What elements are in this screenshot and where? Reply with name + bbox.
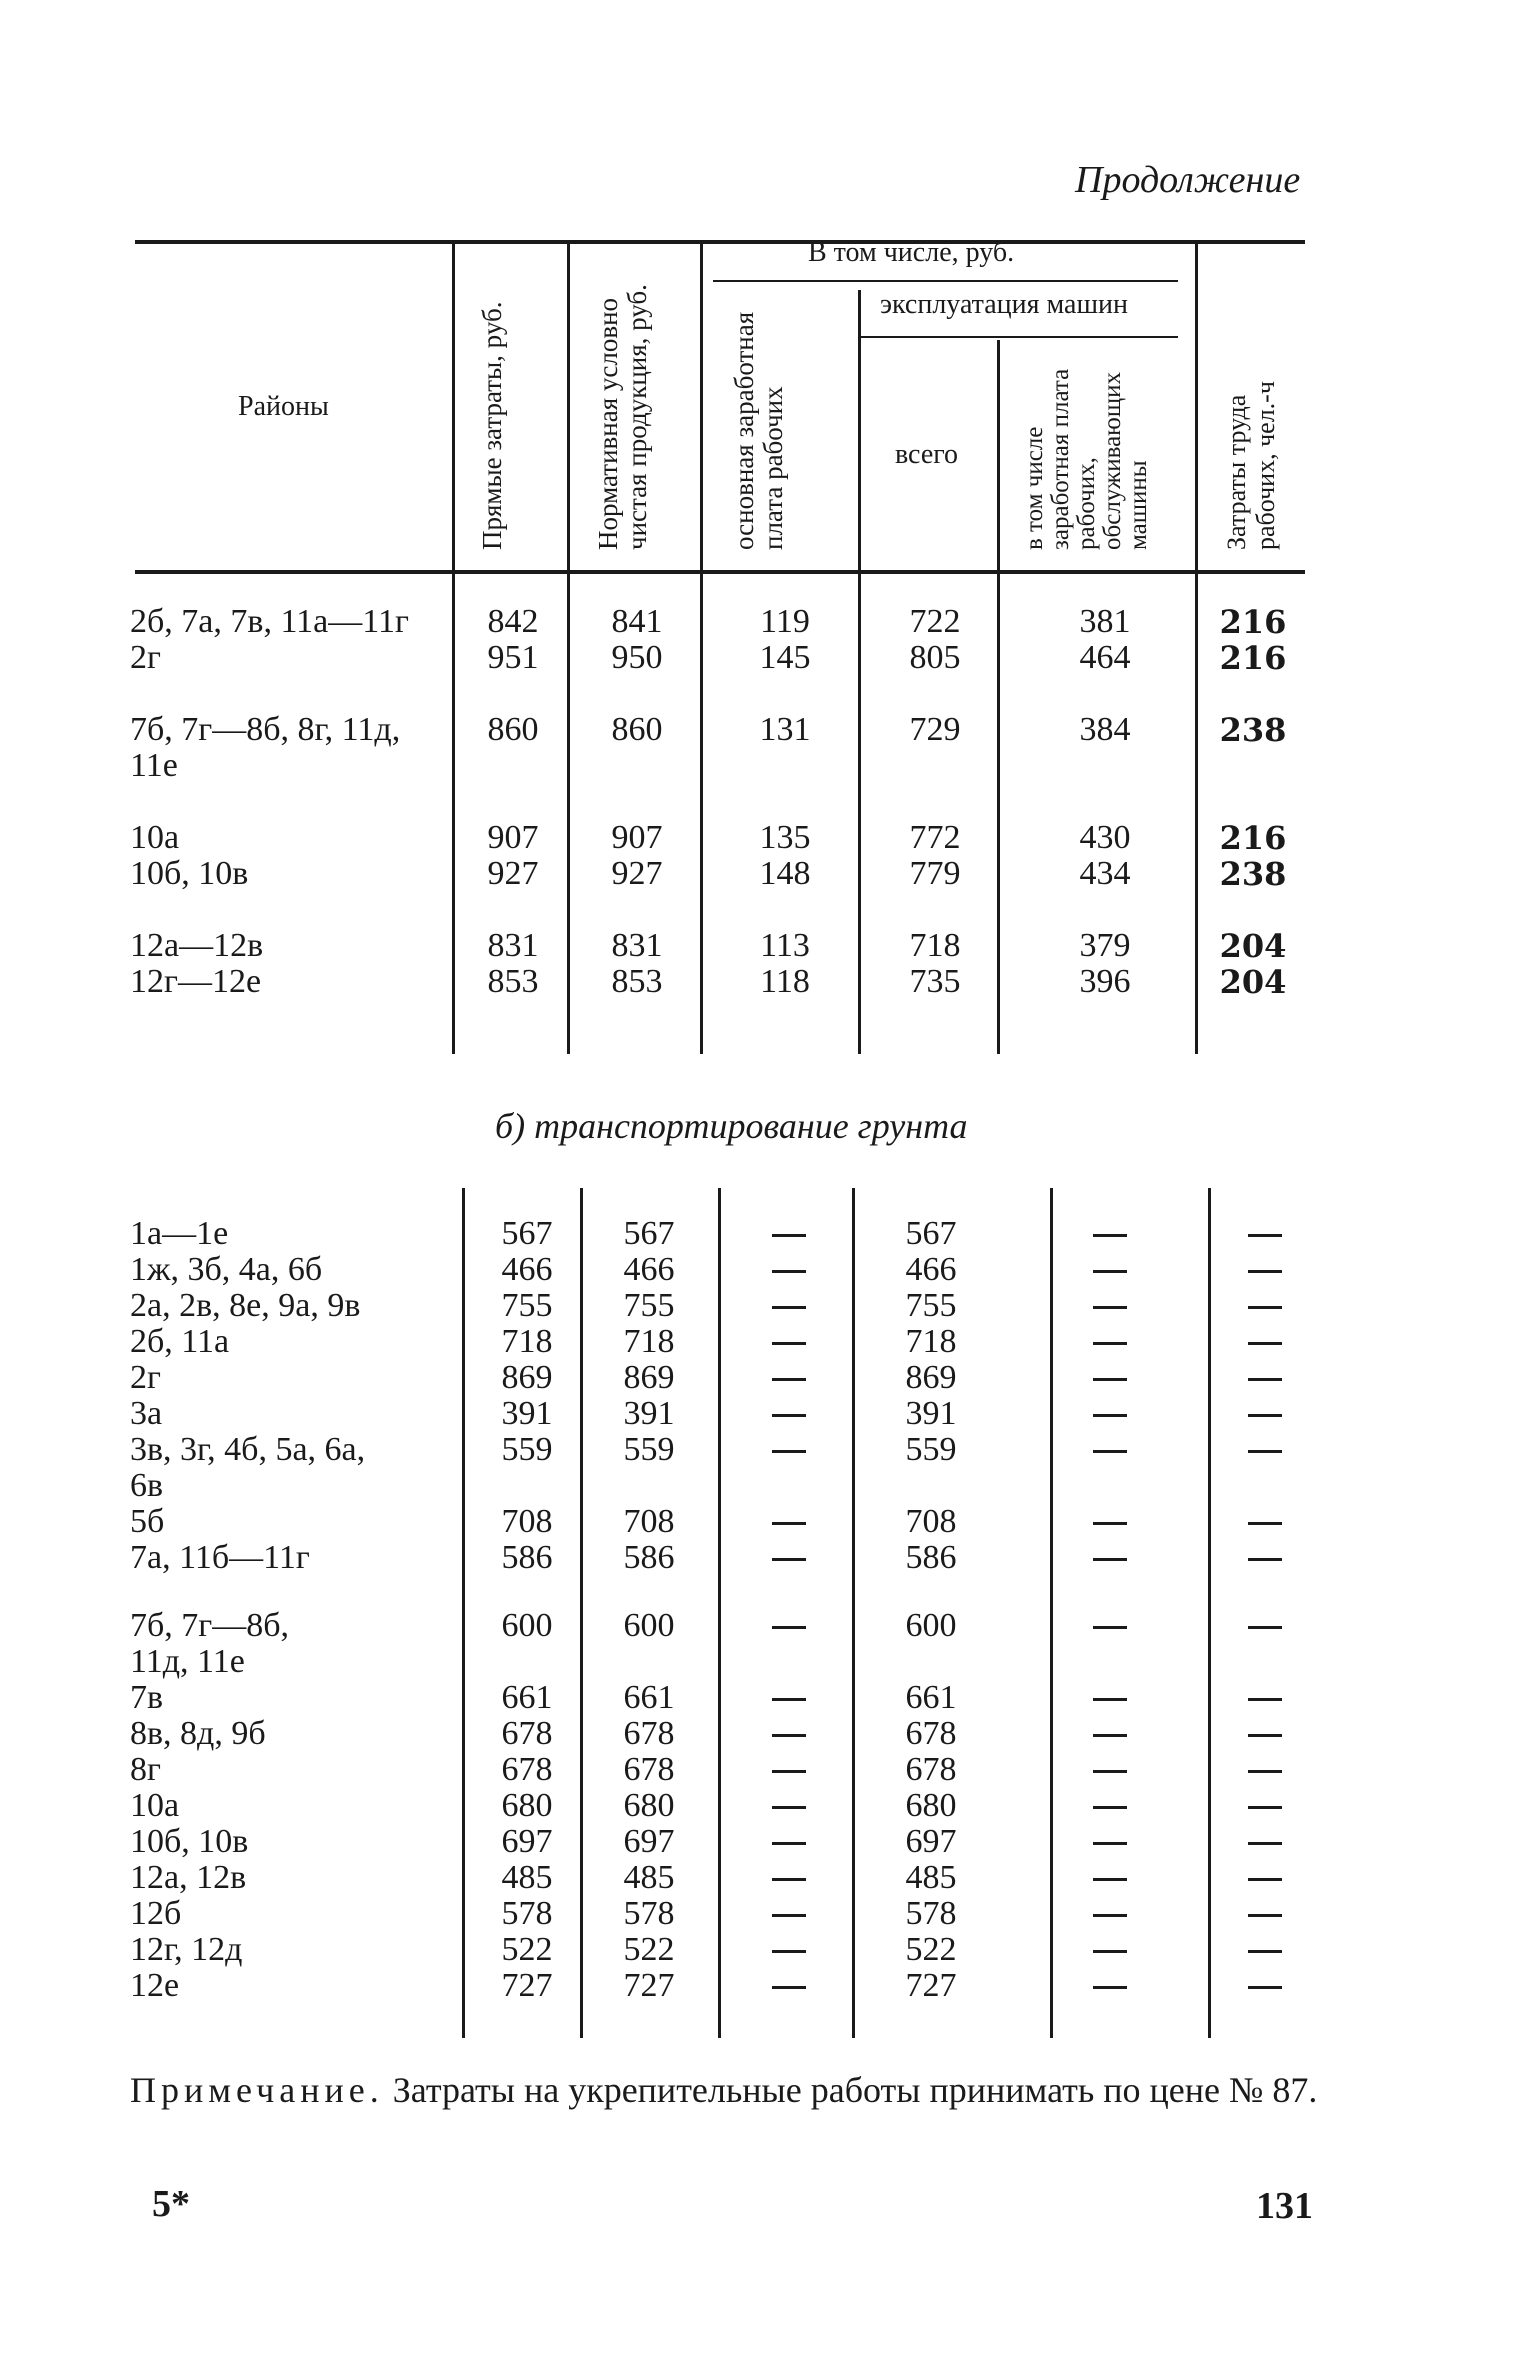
machine-total-cell: 567 [905, 1215, 957, 1252]
direct-cost-cell: 727 [501, 1967, 553, 2004]
normative-output-cell: 755 [623, 1287, 675, 1324]
machine-total-cell: 586 [905, 1539, 957, 1576]
empty-dash [772, 1378, 806, 1381]
empty-dash [772, 1558, 806, 1561]
normative-output-cell: 567 [623, 1215, 675, 1252]
base-wage-cell: 145 [759, 639, 811, 676]
direct-cost-cell: 708 [501, 1503, 553, 1540]
machine-total-cell: 678 [905, 1751, 957, 1788]
direct-cost-cell: 927 [487, 855, 539, 892]
empty-dash [1248, 1950, 1282, 1953]
normative-output-cell: 522 [623, 1931, 675, 1968]
machine-total-cell: 755 [905, 1287, 957, 1324]
machine-total-cell: 466 [905, 1251, 957, 1288]
district-label: 7б, 7г—8б, 8г, 11д, [130, 711, 401, 748]
district-label: 7б, 7г—8б, [130, 1607, 290, 1644]
header-direct-costs-text: Прямые затраты, руб. [477, 301, 507, 550]
district-label: 10а [130, 1787, 180, 1824]
col-rule-1 [452, 244, 455, 1054]
machine-wage-cell: 430 [1079, 819, 1131, 856]
empty-dash [1093, 1558, 1127, 1561]
district-label: 1ж, 3б, 4а, 6б [130, 1251, 323, 1288]
continued-label: Продолжение [1075, 159, 1301, 201]
empty-dash [1248, 1842, 1282, 1845]
empty-dash [772, 1698, 806, 1701]
empty-dash [1093, 1270, 1127, 1273]
col-rule-3 [700, 244, 703, 1054]
district-label: 10б, 10в [130, 1823, 249, 1860]
empty-dash [1248, 1378, 1282, 1381]
empty-dash [1093, 1378, 1127, 1381]
empty-dash [1093, 1698, 1127, 1701]
empty-dash [1248, 1770, 1282, 1773]
district-label: 7а, 11б—11г [130, 1539, 310, 1576]
machine-total-cell: 680 [905, 1787, 957, 1824]
empty-dash [1093, 1950, 1127, 1953]
normative-output-cell: 600 [623, 1607, 675, 1644]
labor-cell: 238 [1219, 855, 1287, 893]
normative-output-cell: 678 [623, 1751, 675, 1788]
district-label: 1а—1е [130, 1215, 229, 1252]
header-including: В том числе, руб. [808, 237, 1015, 268]
machine-wage-cell: 384 [1079, 711, 1131, 748]
direct-cost-cell: 853 [487, 963, 539, 1000]
header-bottom-rule [135, 570, 1305, 574]
machine-total-cell: 485 [905, 1859, 957, 1896]
header-machine-operation: эксплуатация машин [880, 289, 1128, 320]
labor-cell: 216 [1219, 639, 1287, 677]
direct-cost-cell: 718 [501, 1323, 553, 1360]
normative-output-cell: 927 [611, 855, 663, 892]
header-direct-costs [478, 260, 507, 550]
header-normative-output-text: Нормативная условно чистая продукция, руб. [593, 284, 652, 550]
district-label: 8в, 8д, 9б [130, 1715, 266, 1752]
empty-dash [1248, 1234, 1282, 1237]
base-wage-cell: 131 [759, 711, 811, 748]
normative-output-cell: 718 [623, 1323, 675, 1360]
empty-dash [1093, 1842, 1127, 1845]
direct-cost-cell: 567 [501, 1215, 553, 1252]
district-label-cont: 11д, 11е [130, 1643, 245, 1680]
empty-dash [772, 1842, 806, 1845]
machine-total-cell: 697 [905, 1823, 957, 1860]
machine-total-cell: 391 [905, 1395, 957, 1432]
empty-dash [1248, 1734, 1282, 1737]
empty-dash [772, 1878, 806, 1881]
header-normative-output [594, 240, 652, 550]
table-top-rule [135, 240, 1305, 244]
direct-cost-cell: 466 [501, 1251, 553, 1288]
footnote-text: Затраты на укрепительные работы принимать по цене № 87. [392, 2070, 1318, 2110]
col-rule-6 [1195, 244, 1198, 1054]
empty-dash [1093, 1450, 1127, 1453]
empty-dash [1093, 1986, 1127, 1989]
machine-total-cell: 600 [905, 1607, 957, 1644]
machine-rule [860, 336, 1178, 338]
machine-total-cell: 718 [905, 1323, 957, 1360]
machine-total-cell: 729 [909, 711, 961, 748]
normative-output-cell: 586 [623, 1539, 675, 1576]
machine-total-cell: 578 [905, 1895, 957, 1932]
machine-total-cell: 772 [909, 819, 961, 856]
direct-cost-cell: 831 [487, 927, 539, 964]
normative-output-cell: 485 [623, 1859, 675, 1896]
b-col-rule-6 [1208, 1188, 1211, 2038]
empty-dash [772, 1734, 806, 1737]
b-col-rule-4 [852, 1188, 855, 2038]
labor-cell: 216 [1219, 603, 1287, 641]
direct-cost-cell: 860 [487, 711, 539, 748]
normative-output-cell: 860 [611, 711, 663, 748]
empty-dash [1248, 1878, 1282, 1881]
direct-cost-cell: 559 [501, 1431, 553, 1468]
normative-output-cell: 680 [623, 1787, 675, 1824]
machine-total-cell: 522 [905, 1931, 957, 1968]
empty-dash [1093, 1342, 1127, 1345]
normative-output-cell: 661 [623, 1679, 675, 1716]
direct-cost-cell: 661 [501, 1679, 553, 1716]
normative-output-cell: 841 [611, 603, 663, 640]
empty-dash [1093, 1414, 1127, 1417]
normative-output-cell: 466 [623, 1251, 675, 1288]
direct-cost-cell: 680 [501, 1787, 553, 1824]
machine-total-cell: 869 [905, 1359, 957, 1396]
empty-dash [1248, 1914, 1282, 1917]
normative-output-cell: 831 [611, 927, 663, 964]
normative-output-cell: 578 [623, 1895, 675, 1932]
header-total: всего [895, 439, 959, 470]
empty-dash [1093, 1914, 1127, 1917]
empty-dash [772, 1914, 806, 1917]
district-label: 12е [130, 1967, 180, 2004]
empty-dash [772, 1234, 806, 1237]
district-label: 5б [130, 1503, 165, 1540]
b-col-rule-1 [462, 1188, 465, 2038]
normative-output-cell: 950 [611, 639, 663, 676]
direct-cost-cell: 907 [487, 819, 539, 856]
empty-dash [772, 1270, 806, 1273]
direct-cost-cell: 842 [487, 603, 539, 640]
empty-dash [1093, 1878, 1127, 1881]
normative-output-cell: 727 [623, 1967, 675, 2004]
machine-total-cell: 805 [909, 639, 961, 676]
machine-wage-cell: 381 [1079, 603, 1131, 640]
empty-dash [1093, 1770, 1127, 1773]
machine-total-cell: 727 [905, 1967, 957, 2004]
direct-cost-cell: 600 [501, 1607, 553, 1644]
machine-wage-cell: 464 [1079, 639, 1131, 676]
district-label-cont: 11е [130, 747, 178, 784]
empty-dash [772, 1626, 806, 1629]
labor-cell: 216 [1219, 819, 1287, 857]
base-wage-cell: 118 [760, 963, 810, 1000]
header-including-wage [1022, 350, 1152, 550]
base-wage-cell: 135 [759, 819, 811, 856]
district-label: 10а [130, 819, 180, 856]
base-wage-cell: 113 [760, 927, 810, 964]
machine-wage-cell: 434 [1079, 855, 1131, 892]
direct-cost-cell: 485 [501, 1859, 553, 1896]
empty-dash [1248, 1698, 1282, 1701]
empty-dash [772, 1414, 806, 1417]
base-wage-cell: 148 [759, 855, 811, 892]
district-label: 12г—12е [130, 963, 262, 1000]
district-label: 12а, 12в [130, 1859, 247, 1896]
direct-cost-cell: 522 [501, 1931, 553, 1968]
including-rule [713, 280, 1178, 282]
col-rule-4 [858, 290, 861, 1054]
district-label: 2б, 11а [130, 1323, 230, 1360]
district-label: 3в, 3г, 4б, 5а, 6а, [130, 1431, 366, 1468]
labor-cell: 204 [1219, 927, 1287, 965]
signature-mark: 5* [152, 2183, 190, 2225]
empty-dash [772, 1986, 806, 1989]
district-label: 7в [130, 1679, 164, 1716]
empty-dash [1248, 1626, 1282, 1629]
empty-dash [1248, 1270, 1282, 1273]
empty-dash [1248, 1522, 1282, 1525]
header-labor-text: Затраты труда рабочих, чел.-ч [1222, 381, 1280, 550]
machine-total-cell: 718 [909, 927, 961, 964]
page-number: 131 [1256, 2185, 1313, 2227]
empty-dash [772, 1306, 806, 1309]
empty-dash [772, 1522, 806, 1525]
direct-cost-cell: 391 [501, 1395, 553, 1432]
district-label: 8г [130, 1751, 161, 1788]
header-labor [1222, 300, 1280, 550]
header-district: Районы [238, 391, 329, 422]
machine-wage-cell: 379 [1079, 927, 1131, 964]
b-col-rule-3 [718, 1188, 721, 2038]
normative-output-cell: 391 [623, 1395, 675, 1432]
machine-total-cell: 779 [909, 855, 961, 892]
machine-wage-cell: 396 [1079, 963, 1131, 1000]
district-label: 2а, 2в, 8е, 9а, 9в [130, 1287, 361, 1324]
empty-dash [1248, 1806, 1282, 1809]
empty-dash [1248, 1450, 1282, 1453]
normative-output-cell: 907 [611, 819, 663, 856]
district-label: 2б, 7а, 7в, 11а—11г [130, 603, 409, 640]
district-label: 2г [130, 639, 161, 676]
empty-dash [772, 1770, 806, 1773]
section-b-title: б) транспортирование грунта [495, 1106, 968, 1146]
district-label: 12г, 12д [130, 1931, 243, 1968]
machine-total-cell: 559 [905, 1431, 957, 1468]
empty-dash [1248, 1306, 1282, 1309]
direct-cost-cell: 678 [501, 1751, 553, 1788]
normative-output-cell: 678 [623, 1715, 675, 1752]
empty-dash [1093, 1626, 1127, 1629]
empty-dash [772, 1342, 806, 1345]
normative-output-cell: 869 [623, 1359, 675, 1396]
normative-output-cell: 559 [623, 1431, 675, 1468]
direct-cost-cell: 697 [501, 1823, 553, 1860]
empty-dash [1248, 1558, 1282, 1561]
direct-cost-cell: 586 [501, 1539, 553, 1576]
district-label: 3а [130, 1395, 163, 1432]
district-label: 12а—12в [130, 927, 264, 964]
normative-output-cell: 697 [623, 1823, 675, 1860]
district-label-cont: 6в [130, 1467, 164, 1504]
district-label: 10б, 10в [130, 855, 249, 892]
empty-dash [1093, 1306, 1127, 1309]
empty-dash [1248, 1414, 1282, 1417]
empty-dash [1093, 1806, 1127, 1809]
machine-total-cell: 708 [905, 1503, 957, 1540]
direct-cost-cell: 755 [501, 1287, 553, 1324]
machine-total-cell: 735 [909, 963, 961, 1000]
empty-dash [772, 1806, 806, 1809]
normative-output-cell: 853 [611, 963, 663, 1000]
direct-cost-cell: 869 [501, 1359, 553, 1396]
direct-cost-cell: 678 [501, 1715, 553, 1752]
empty-dash [1093, 1234, 1127, 1237]
footnote-label: Примечание. [130, 2070, 384, 2110]
district-label: 2г [130, 1359, 161, 1396]
empty-dash [1093, 1734, 1127, 1737]
empty-dash [1248, 1342, 1282, 1345]
footnote [130, 2070, 1320, 2110]
direct-cost-cell: 578 [501, 1895, 553, 1932]
header-base-wage-text: основная заработная плата рабочих [729, 311, 788, 550]
normative-output-cell: 708 [623, 1503, 675, 1540]
header-including-wage-text: в том числе заработная плата рабочих, обслуживающих машины [1021, 368, 1152, 550]
b-col-rule-5 [1050, 1188, 1053, 2038]
empty-dash [772, 1450, 806, 1453]
machine-total-cell: 722 [909, 603, 961, 640]
district-label: 12б [130, 1895, 182, 1932]
direct-cost-cell: 951 [487, 639, 539, 676]
base-wage-cell: 119 [760, 603, 810, 640]
labor-cell: 238 [1219, 711, 1287, 749]
machine-total-cell: 661 [905, 1679, 957, 1716]
labor-cell: 204 [1219, 963, 1287, 1001]
empty-dash [1248, 1986, 1282, 1989]
empty-dash [772, 1950, 806, 1953]
header-base-wage [730, 310, 788, 550]
machine-total-cell: 678 [905, 1715, 957, 1752]
col-rule-5 [997, 340, 1000, 1054]
empty-dash [1093, 1522, 1127, 1525]
